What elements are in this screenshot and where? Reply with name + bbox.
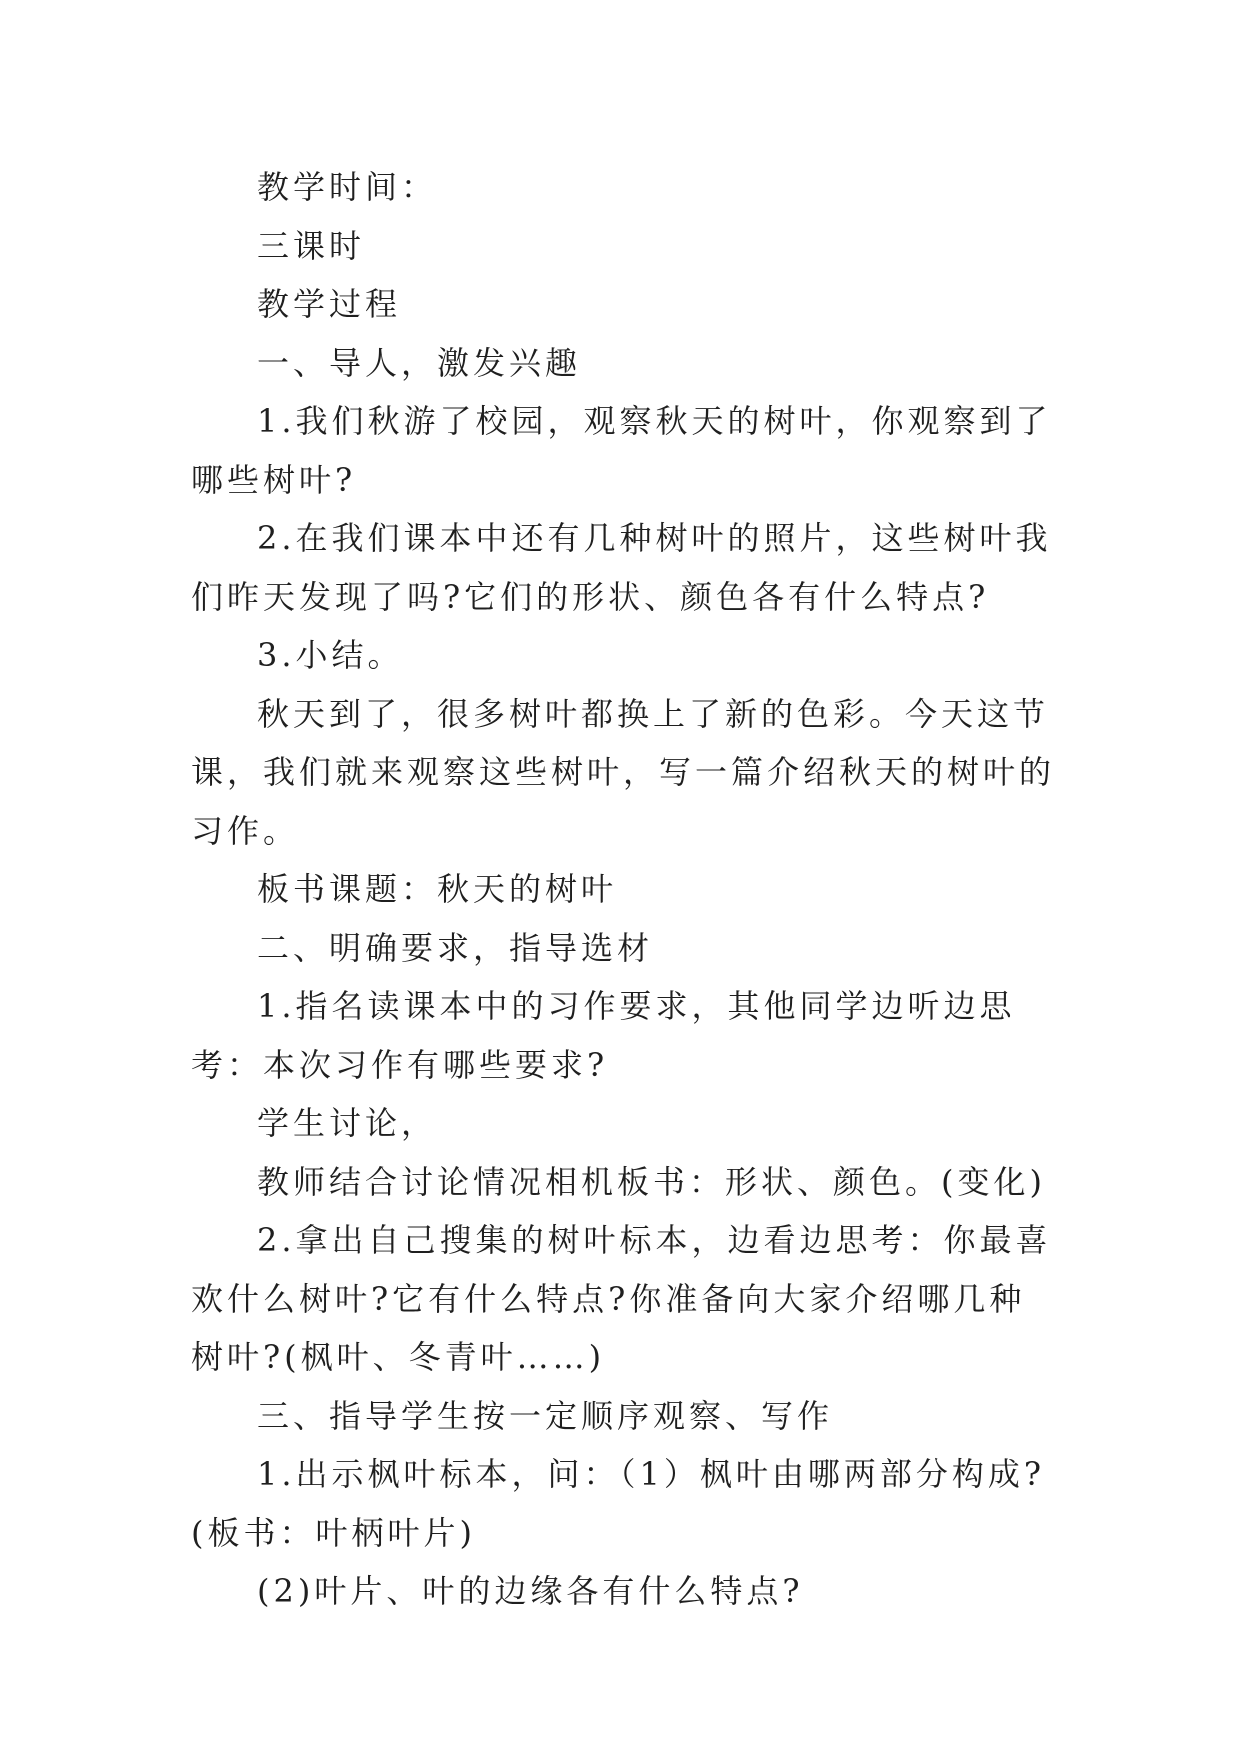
section-heading-1: 一、导人，激发兴趣 — [257, 343, 582, 382]
paragraph-item: 1.我们秋游了校园，观察秋天的树叶，你观察到了哪些树叶? — [191, 402, 1052, 499]
paragraph-teaching-time-label: 教学时间： — [257, 168, 438, 206]
document-body — [191, 158, 1061, 1621]
paragraph-item: 1.指名读课本中的习作要求，其他同学边听边思考：本次习作有哪些要求? — [191, 987, 1016, 1084]
paragraph-text: 学生讨论， — [257, 1104, 438, 1142]
section-heading-3: 三、指导学生按一定顺序观察、写作 — [257, 1396, 834, 1435]
paragraph-board-title: 板书课题：秋天的树叶 — [257, 870, 618, 908]
paragraph-summary: 秋天到了，很多树叶都换上了新的色彩。今天这节课，我们就来观察这些树叶，写一篇介绍秋天的树叶的习作。 — [191, 694, 1056, 850]
paragraph-item: 2.在我们课本中还有几种树叶的照片，这些树叶我们昨天发现了吗?它们的形状、颜色各有什么特点? — [191, 519, 1052, 616]
paragraph-item: (2)叶片、叶的边缘各有什么特点? — [257, 1572, 804, 1610]
paragraph-teaching-time-value: 三课时 — [257, 226, 366, 265]
paragraph-text: 教师结合讨论情况相机板书：形状、颜色。(变化) — [257, 1162, 1046, 1201]
paragraph-teaching-process-heading: 教学过程 — [257, 285, 402, 323]
paragraph-item: 1.出示枫叶标本，问：（1）枫叶由哪两部分构成?(板书：叶柄叶片) — [191, 1455, 1046, 1552]
paragraph-item: 3.小结。 — [257, 636, 404, 674]
section-heading-2: 二、明确要求，指导选材 — [257, 928, 654, 967]
paragraph-item: 2.拿出自己搜集的树叶标本，边看边思考：你最喜欢什么树叶?它有什么特点?你准备向大家介绍哪几种树叶?(枫叶、冬青叶……) — [191, 1221, 1052, 1376]
